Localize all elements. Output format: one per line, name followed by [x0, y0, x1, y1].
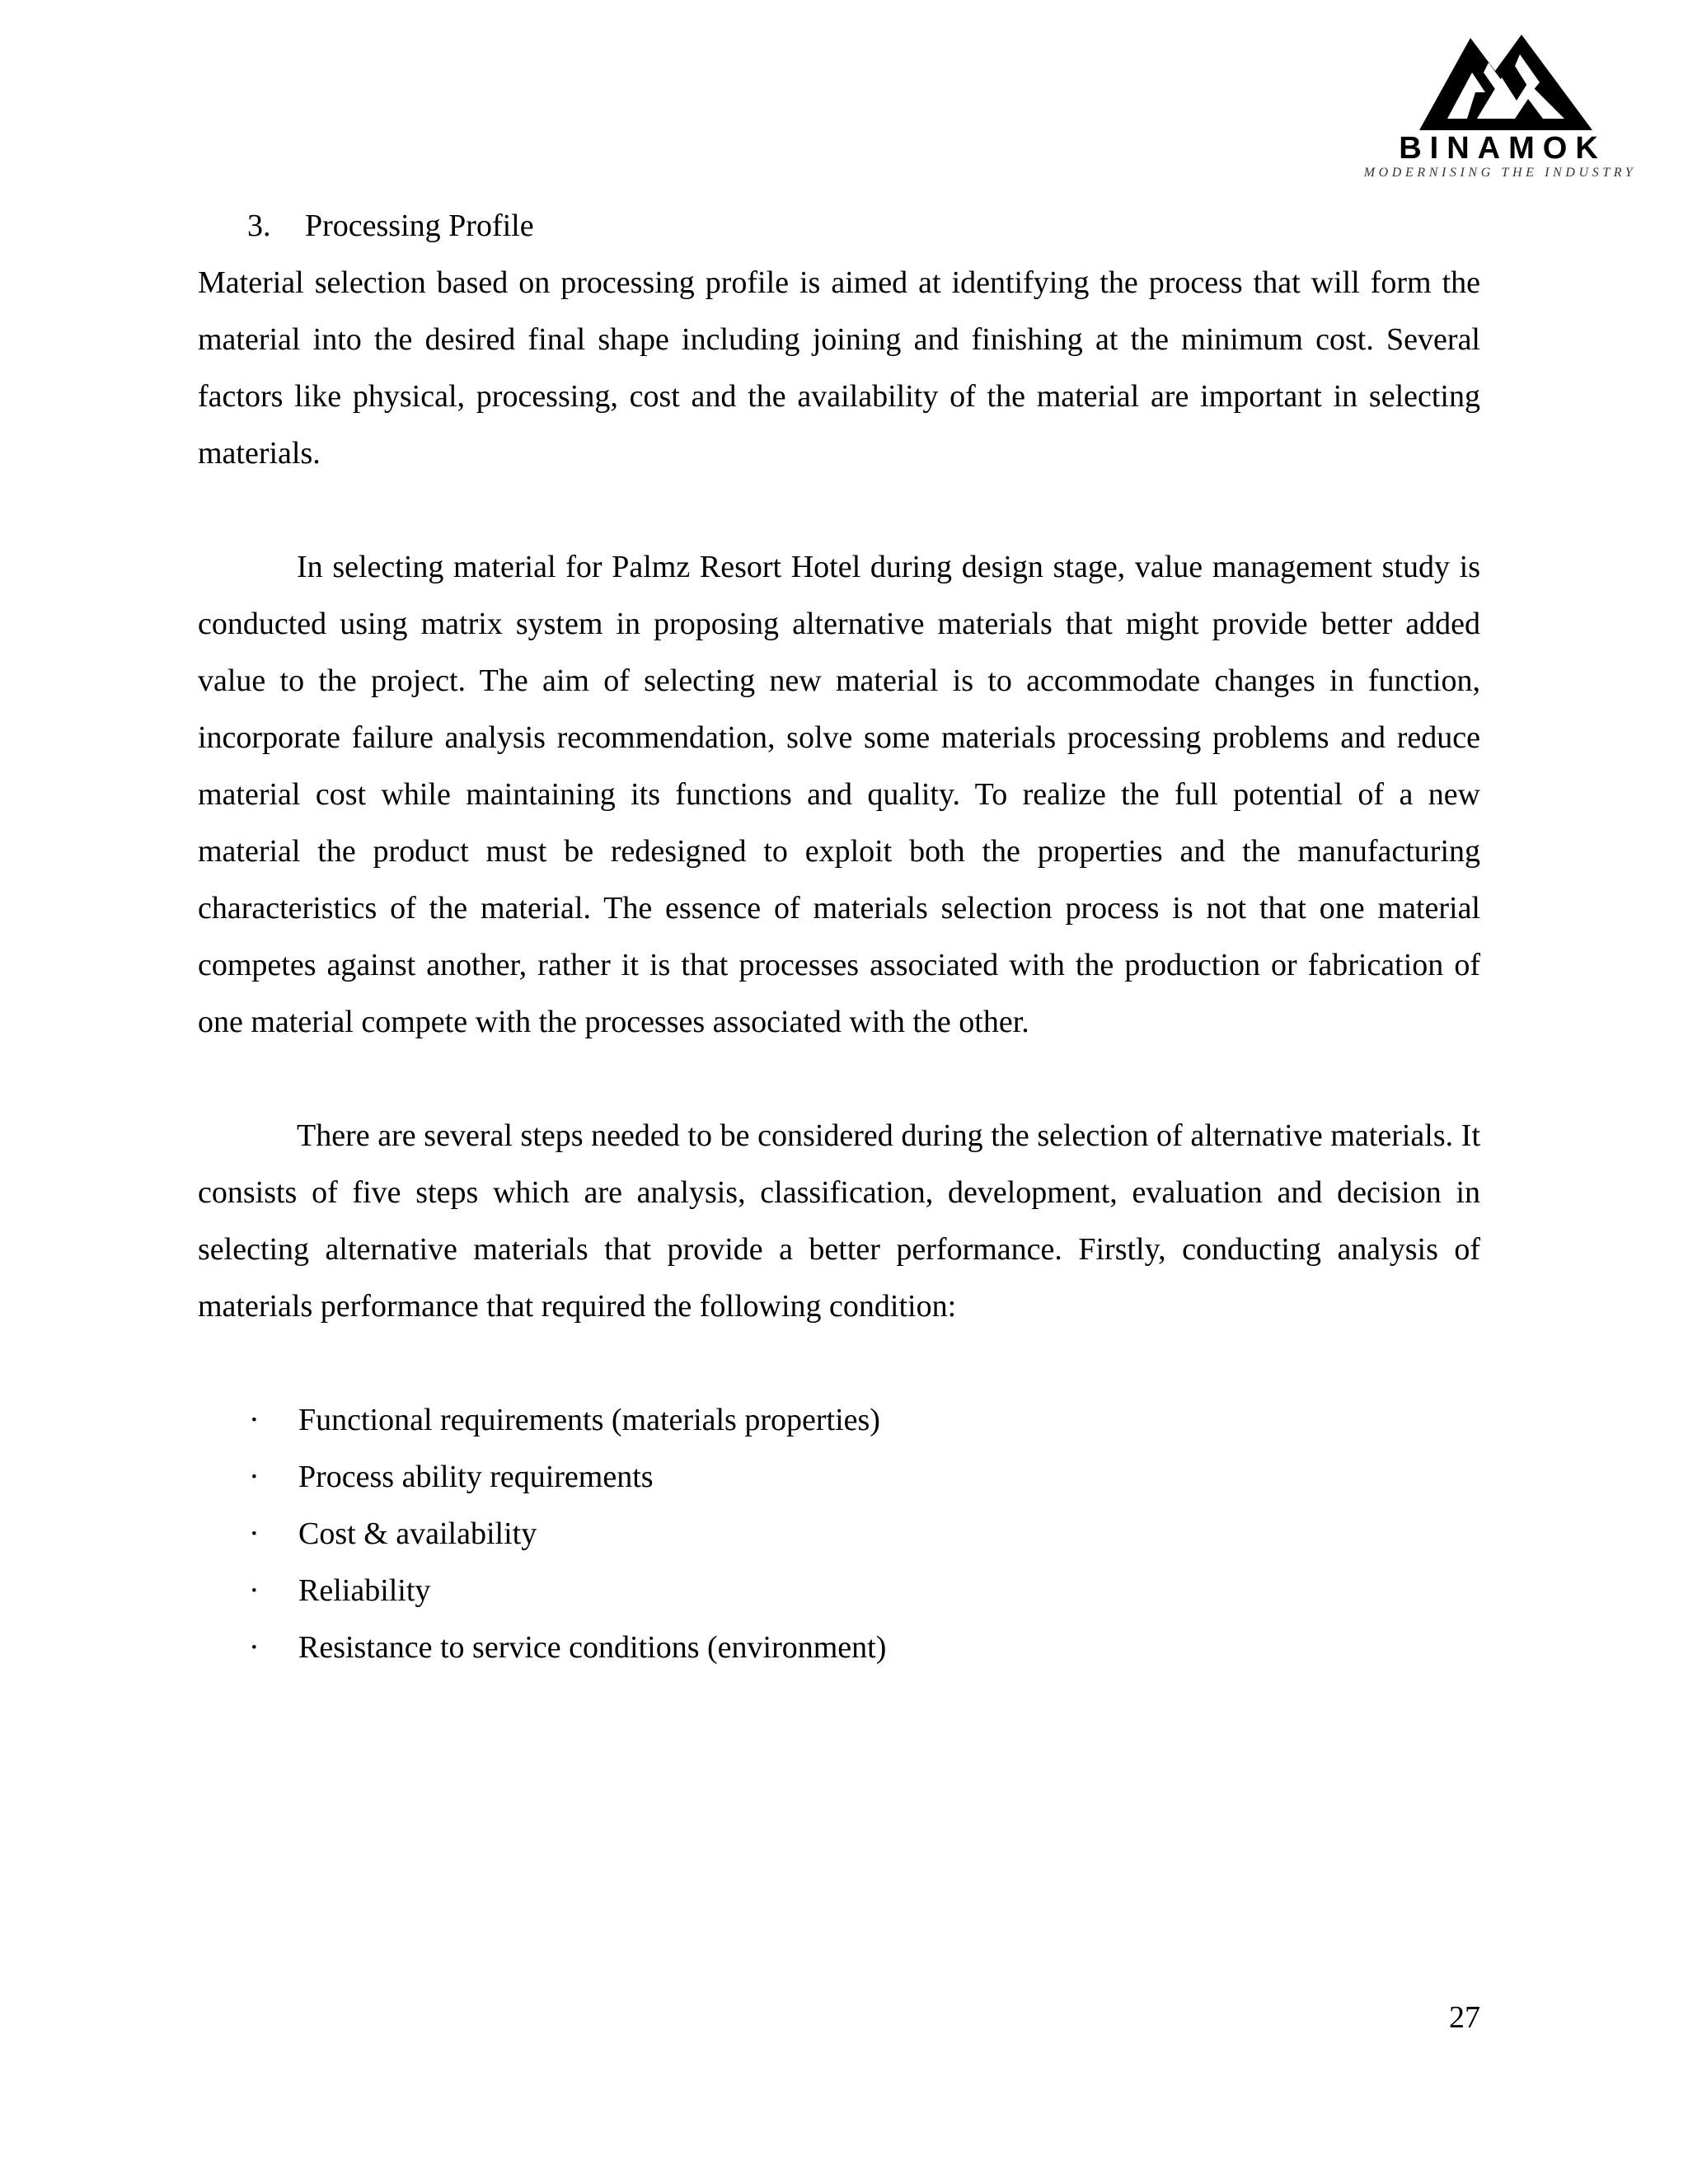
bullet-dot: · — [249, 1516, 260, 1551]
list-item — [198, 1392, 1480, 1449]
list-item — [198, 1449, 1480, 1506]
page-number: 27 — [1449, 2000, 1480, 2035]
list-item-text: Functional requirements (materials properties) — [298, 1403, 880, 1437]
bullet-dot: · — [249, 1630, 260, 1665]
logo-wordmark: BINAMOK — [1399, 131, 1606, 166]
company-logo — [1352, 33, 1648, 190]
paragraph-spacer — [198, 1335, 1480, 1392]
paragraph-1: Material selection based on processing profile is aimed at identifying the process that will form the material into the desired final shape including joining and finishing at the minimum cost. Several factors like physical, processing, cost and the availability of the material are important in selecting materials. — [198, 265, 1480, 471]
paragraph-spacer — [198, 1051, 1480, 1108]
bullet-dot: · — [249, 1460, 260, 1494]
paragraph-2: In selecting material for Palmz Resort Hotel during design stage, value management study is conducted using matrix system in proposing alternative materials that might provide better added value to the project. The aim of selecting new material is to accommodate changes in function, incorporate failure analysis recommendation, solve some materials processing problems and reduce material cost while maintaining its functions and quality. To realize the full potential of a new material the product must be redesigned to exploit both the properties and the manufacturing characteristics of the material. The essence of materials selection process is not that one material competes against another, rather it is that processes associated with the production or fabrication of one material compete with the processes associated with the other. — [198, 550, 1480, 1039]
mountain-logo-icon — [1419, 33, 1592, 132]
requirements-list — [198, 1392, 1480, 1676]
list-item-text: Process ability requirements — [298, 1460, 654, 1494]
paragraph-3: There are several steps needed to be considered during the selection of alternative materials. It consists of five steps which are analysis, classification, development, evaluation and decision in selecting alternative materials that provide a better performance. Firstly, conducting analysis of materials performance that required the following condition: — [198, 1118, 1480, 1324]
section-number: 3. — [247, 209, 271, 243]
list-item — [198, 1563, 1480, 1619]
bullet-dot: · — [249, 1573, 260, 1608]
logo-tagline: MODERNISING THE INDUSTRY — [1363, 166, 1637, 180]
list-item-text: Cost & availability — [298, 1516, 537, 1551]
list-item-text: Reliability — [298, 1573, 431, 1608]
section-title: Processing Profile — [305, 209, 534, 243]
list-item — [198, 1506, 1480, 1563]
bullet-dot: · — [249, 1403, 260, 1437]
section-heading — [198, 198, 1480, 255]
main-content — [198, 198, 1480, 1676]
list-item-text: Resistance to service conditions (environment) — [298, 1630, 887, 1665]
paragraph-spacer — [198, 482, 1480, 539]
list-item — [198, 1619, 1480, 1676]
